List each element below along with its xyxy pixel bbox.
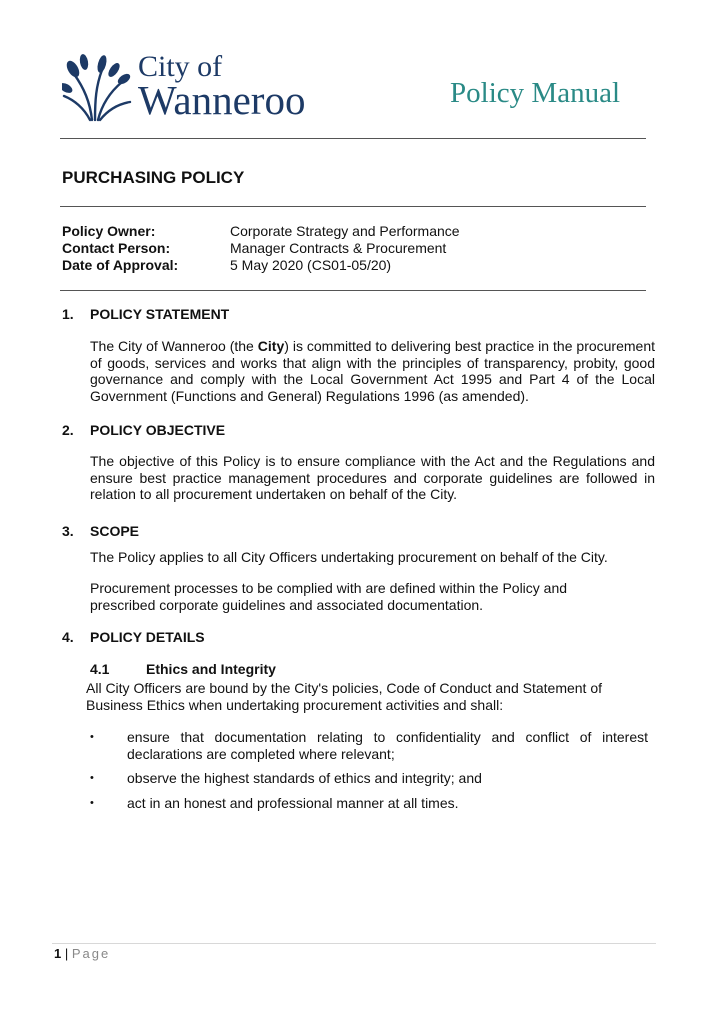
section-title: POLICY STATEMENT [90, 306, 230, 322]
section-4-heading [62, 629, 205, 645]
policy-metadata [62, 223, 460, 274]
logo-text-wanneroo: Wanneroo [138, 77, 306, 123]
section-3-heading [62, 523, 139, 539]
list-item [90, 770, 648, 787]
statement-city-bold: City [257, 338, 285, 354]
list-item [90, 795, 648, 812]
policy-manual-title: Policy Manual [450, 77, 620, 109]
scope-paragraph-1: The Policy applies to all City Officers undertaking procurement on behalf of the City. [90, 549, 608, 565]
meta-label: Policy Owner: [62, 223, 156, 239]
city-logo [62, 50, 332, 125]
footer-divider [52, 943, 656, 944]
meta-value: Corporate Strategy and Performance [230, 223, 460, 239]
bullet-icon: • [90, 797, 94, 809]
kangaroo-paw-logo-icon [62, 52, 134, 122]
section-number: 2. [62, 422, 74, 438]
section-2-heading [62, 422, 225, 438]
logo-text-city-of: City of [138, 50, 223, 83]
list-item [90, 729, 648, 762]
list-item-text: ensure that documentation relating to confidentiality and conflict of interest declarations are completed where relevant; [127, 729, 648, 762]
metadata-divider [60, 290, 646, 291]
page-footer [54, 946, 110, 961]
page-label: Page [71, 946, 111, 961]
section-title: SCOPE [90, 523, 140, 539]
title-divider [60, 206, 646, 207]
scope-paragraph-2: Procurement processes to be complied with are defined within the Policy and prescribed corporate guidelines and associated documentation. [90, 580, 568, 613]
section-1-heading [62, 306, 229, 322]
bullet-icon: • [90, 731, 94, 743]
statement-text-end: ) is committed to delivering best practice in the procurement of goods, services and works that align with the principles of transparency, probity, good governance and comply with the Local Government Act 1995 and Part 4 of the Local Government (Functions and General) Regulations 1996 (as amended). [90, 338, 656, 404]
ethics-intro-paragraph: All City Officers are bound by the City's policies, Code of Conduct and Statement of Business Ethics when undertaking procurement activities and shall: [86, 680, 603, 713]
meta-row-owner [62, 223, 460, 240]
statement-text-start: The City of Wanneroo (the [90, 338, 258, 354]
meta-value: Manager Contracts & Procurement [230, 240, 447, 256]
meta-row-approval-date [62, 257, 460, 274]
header-divider [60, 138, 646, 139]
section-title: POLICY DETAILS [90, 629, 205, 645]
meta-value: 5 May 2020 (CS01-05/20) [230, 257, 392, 273]
section-title: POLICY OBJECTIVE [90, 422, 226, 438]
bullet-icon: • [90, 772, 94, 784]
page-separator: | [64, 946, 69, 961]
section-number: 4. [62, 629, 74, 645]
meta-label: Contact Person: [62, 240, 171, 256]
meta-label: Date of Approval: [62, 257, 179, 273]
section-number: 3. [62, 523, 74, 539]
subsection-4-1-heading [90, 661, 276, 677]
document-title: PURCHASING POLICY [62, 168, 245, 187]
list-item-text: act in an honest and professional manner at all times. [127, 795, 459, 811]
policy-objective-paragraph: The objective of this Policy is to ensure compliance with the Act and the Regulations and ensure best practice management procedures and corporate guidelines are followed in relation to all procurement undertaken on behalf of the City. [90, 453, 655, 502]
subsection-number: 4.1 [90, 661, 110, 677]
subsection-title: Ethics and Integrity [146, 661, 276, 677]
page-number: 1 [54, 946, 62, 961]
policy-statement-paragraph [90, 338, 655, 404]
meta-row-contact [62, 240, 460, 257]
section-number: 1. [62, 306, 74, 322]
list-item-text: observe the highest standards of ethics and integrity; and [127, 770, 482, 786]
